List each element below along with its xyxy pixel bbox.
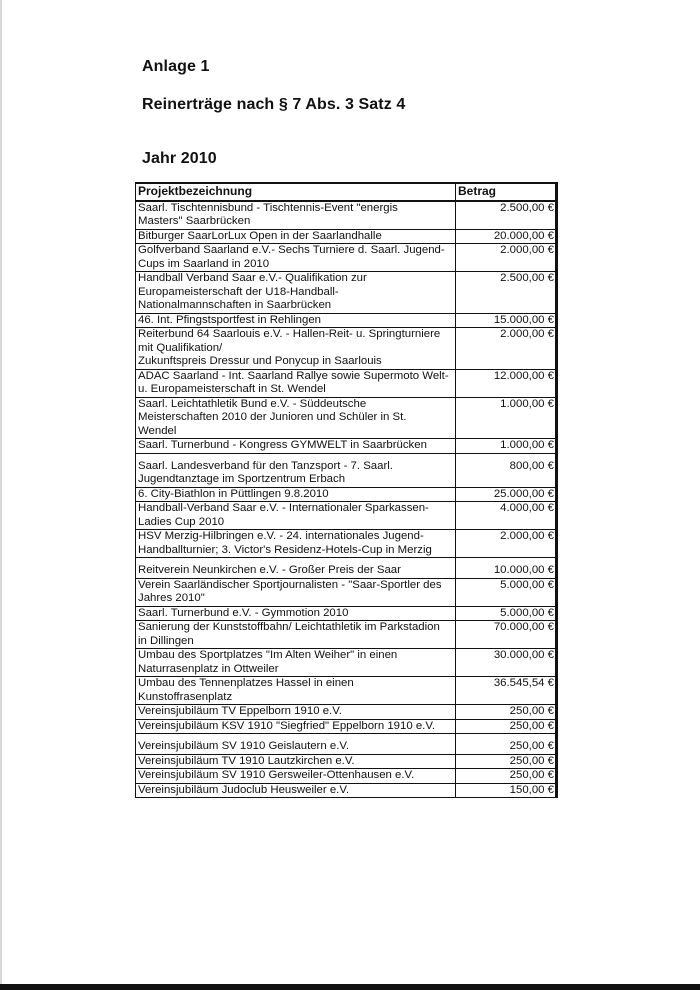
- table-row: [136, 502, 557, 530]
- project-name-line: Saarl. Leichtathletik Bund e.V. - Süddeutsche: [138, 397, 367, 410]
- table-row: [136, 606, 557, 621]
- project-name-cell: [136, 487, 456, 502]
- project-name-line: Saarl. Turnerbund - Kongress GYMWELT in Saarbrücken: [138, 439, 427, 451]
- project-name-line: Vereinsjubiläum TV 1910 Lautzkirchen e.V.: [138, 754, 355, 767]
- funding-table: [135, 182, 558, 798]
- project-name-line: Golfverband Saarland e.V.- Sechs Turniere d. Saarl. Jugend-: [138, 244, 445, 256]
- amount-cell: 150,00 €: [456, 783, 557, 798]
- amount-cell: 800,00 €: [456, 453, 557, 487]
- project-name-cell: [136, 769, 456, 784]
- project-name-line: Wendel: [138, 424, 177, 437]
- project-name-line: Umbau des Sportplatzes "Im Alten Weiher" in einen: [138, 649, 398, 661]
- amount-cell: 20.000,00 €: [456, 229, 557, 244]
- project-name-line: in Dillingen: [138, 634, 194, 647]
- project-name-line: Jugendtanztage im Sportzentrum Erbach: [138, 473, 346, 485]
- table-row: [136, 783, 557, 798]
- project-name-line: Reiterbund 64 Saarlouis e.V. - Hallen-Reit- u. Springturniere: [138, 328, 441, 340]
- project-name-cell: [136, 369, 456, 397]
- amount-cell: 2.000,00 €: [456, 328, 557, 370]
- table-row: [136, 229, 557, 244]
- project-name-line: Bitburger SaarLorLux Open in der Saarlandhalle: [138, 229, 382, 242]
- amount-cell: 10.000,00 €: [456, 558, 557, 579]
- amount-cell: 250,00 €: [456, 769, 557, 784]
- amount-cell: 36.545,54 €: [456, 677, 557, 705]
- table-row: [136, 754, 557, 769]
- project-name-line: Saarl. Landesverband für den Tanzsport - 7. Saarl.: [138, 459, 393, 472]
- project-name-line: HSV Merzig-Hilbringen e.V. - 24. internationales Jugend-: [138, 530, 424, 542]
- amount-cell: 250,00 €: [456, 734, 557, 755]
- project-name-cell: [136, 578, 456, 606]
- table-row: [136, 558, 557, 579]
- table-row: [136, 369, 557, 397]
- table-row: [136, 705, 557, 720]
- project-name-cell: [136, 677, 456, 705]
- column-header-project: Projektbezeichnung: [136, 183, 456, 201]
- page-bottom-edge: [0, 984, 700, 990]
- project-name-cell: [136, 439, 456, 454]
- project-name-cell: [136, 621, 456, 649]
- page-left-edge: [0, 0, 2, 990]
- table-row: [136, 272, 557, 314]
- document-subtitle: Reinerträge nach § 7 Abs. 3 Satz 4: [142, 96, 406, 113]
- column-header-amount: Betrag: [456, 183, 557, 201]
- project-name-cell: [136, 558, 456, 579]
- project-name-line: Kunstoffrasenplatz: [138, 690, 233, 703]
- table-row: [136, 649, 557, 677]
- year-heading: Jahr 2010: [142, 150, 217, 167]
- project-name-line: Verein Saarländischer Sportjournalisten - "Saar-Sportler des: [138, 578, 442, 591]
- project-name-line: Europameisterschaft der U18-Handball-: [138, 285, 339, 298]
- table-row: [136, 677, 557, 705]
- amount-cell: 250,00 €: [456, 705, 557, 720]
- project-name-cell: [136, 649, 456, 677]
- table-row: [136, 397, 557, 439]
- project-name-line: Handballturnier; 3. Victor's Residenz-Hotels-Cup in Merzig: [138, 543, 432, 556]
- project-name-line: 46. Int. Pfingstsportfest in Rehlingen: [138, 313, 321, 326]
- project-name-line: Handball-Verband Saar e.V. - Internationaler Sparkassen-: [138, 502, 429, 514]
- table-row: [136, 530, 557, 558]
- project-name-cell: [136, 502, 456, 530]
- table-row: [136, 621, 557, 649]
- project-name-cell: [136, 313, 456, 328]
- project-name-cell: [136, 754, 456, 769]
- project-name-cell: [136, 397, 456, 439]
- project-name-line: Umbau des Tennenplatzes Hassel in einen: [138, 677, 354, 689]
- amount-cell: 1.000,00 €: [456, 397, 557, 439]
- project-name-line: Saarl. Tischtennisbund - Tischtennis-Event "energis: [138, 201, 398, 214]
- amount-cell: 70.000,00 €: [456, 621, 557, 649]
- project-name-line: Naturrasenplatz in Ottweiler: [138, 662, 279, 675]
- project-name-line: Sanierung der Kunststoffbahn/ Leichtathletik im Parkstadion: [138, 621, 440, 633]
- project-name-line: Cups im Saarland in 2010: [138, 257, 270, 270]
- project-name-line: Vereinsjubiläum SV 1910 Gersweiler-Ottenhausen e.V.: [138, 769, 415, 781]
- project-name-line: Vereinsjubiläum KSV 1910 "Siegfried" Eppelborn 1910 e.V.: [138, 719, 436, 732]
- project-name-line: mit Qualifikation/: [138, 341, 223, 354]
- project-name-cell: [136, 705, 456, 720]
- amount-cell: 250,00 €: [456, 719, 557, 734]
- project-name-line: Zukunftspreis Dressur und Ponycup in Saarlouis: [138, 355, 382, 367]
- amount-cell: 2.000,00 €: [456, 244, 557, 272]
- project-name-cell: [136, 229, 456, 244]
- amount-cell: 15.000,00 €: [456, 313, 557, 328]
- project-name-cell: [136, 719, 456, 734]
- table-row: [136, 453, 557, 487]
- project-name-line: Meisterschaften 2010 der Junioren und Schüler in St.: [138, 411, 407, 423]
- table-row: [136, 769, 557, 784]
- project-name-cell: [136, 272, 456, 314]
- project-name-line: Masters" Saarbrücken: [138, 215, 251, 227]
- project-name-line: Jahres 2010": [138, 592, 205, 604]
- amount-cell: 2.000,00 €: [456, 530, 557, 558]
- amount-cell: 25.000,00 €: [456, 487, 557, 502]
- annex-title: Anlage 1: [142, 58, 210, 75]
- table-row: [136, 201, 557, 230]
- project-name-line: Reitverein Neunkirchen e.V. - Großer Preis der Saar: [138, 564, 401, 576]
- table-row: [136, 578, 557, 606]
- project-name-line: Saarl. Turnerbund e.V. - Gymmotion 2010: [138, 606, 349, 619]
- amount-cell: 1.000,00 €: [456, 439, 557, 454]
- project-name-line: Vereinsjubiläum Judoclub Heusweiler e.V.: [138, 783, 350, 796]
- project-name-cell: [136, 453, 456, 487]
- amount-cell: 2.500,00 €: [456, 272, 557, 314]
- project-name-line: ADAC Saarland - Int. Saarland Rallye sowie Supermoto Welt-: [138, 369, 449, 382]
- project-name-cell: [136, 244, 456, 272]
- amount-cell: 2.500,00 €: [456, 201, 557, 230]
- table-row: [136, 734, 557, 755]
- project-name-cell: [136, 783, 456, 798]
- table-row: [136, 719, 557, 734]
- project-name-cell: [136, 530, 456, 558]
- project-name-cell: [136, 606, 456, 621]
- amount-cell: 4.000,00 €: [456, 502, 557, 530]
- amount-cell: 5.000,00 €: [456, 606, 557, 621]
- table-row: [136, 328, 557, 370]
- table-header-row: [136, 183, 557, 201]
- project-name-cell: [136, 328, 456, 370]
- project-name-line: Ladies Cup 2010: [138, 515, 225, 528]
- project-name-line: Vereinsjubiläum SV 1910 Geislautern e.V.: [138, 740, 350, 752]
- amount-cell: 5.000,00 €: [456, 578, 557, 606]
- amount-cell: 250,00 €: [456, 754, 557, 769]
- table-row: [136, 244, 557, 272]
- project-name-line: 6. City-Biathlon in Püttlingen 9.8.2010: [138, 487, 329, 500]
- table-row: [136, 313, 557, 328]
- table-row: [136, 487, 557, 502]
- project-name-line: u. Europameisterschaft in St. Wendel: [138, 383, 326, 395]
- project-name-cell: [136, 201, 456, 230]
- project-name-cell: [136, 734, 456, 755]
- project-name-line: Handball Verband Saar e.V.- Qualifikation zur: [138, 272, 367, 284]
- table-row: [136, 439, 557, 454]
- amount-cell: 30.000,00 €: [456, 649, 557, 677]
- project-name-line: Nationalmannschaften in Saarbrücken: [138, 299, 332, 311]
- amount-cell: 12.000,00 €: [456, 369, 557, 397]
- project-name-line: Vereinsjubiläum TV Eppelborn 1910 e.V.: [138, 705, 342, 717]
- funding-table-body: [136, 201, 557, 798]
